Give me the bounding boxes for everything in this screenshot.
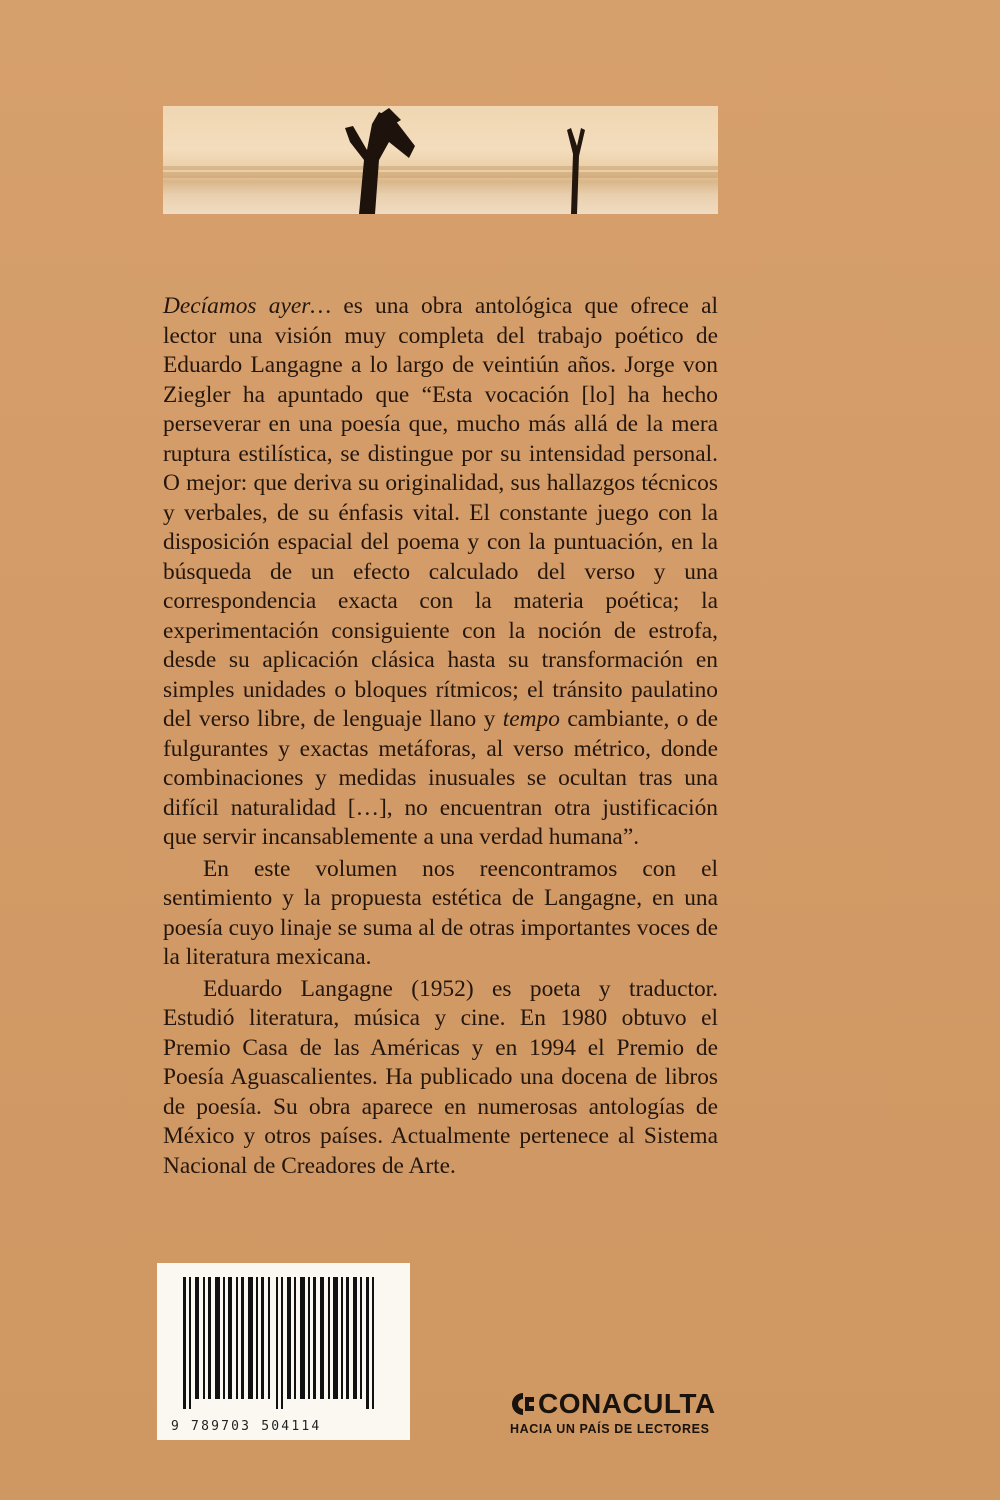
blurb-text: [163, 292, 718, 1181]
author-bio: Eduardo Langagne (1952) es poeta y traductor. Estudió literatura, música y cine. En 1980 obtuvo el Premio Casa de las Américas y en 1994 el Premio de Poesía Aguascalientes. Ha publicado una docena de libros de poesía. Su obra aparece en numerosas antologías de México y otros países. Actualmente pertenece al Sistema Nacional de Creadores de Arte.: [163, 975, 718, 1179]
blurb-paragraph-1: [163, 292, 718, 853]
blurb-paragraph-1-text: es una obra antológica que ofrece al lector una visión muy completa del trabajo poético de Eduardo Langagne a lo largo de veintiún años. Jorge von Ziegler ha apuntado que “Esta vocación [lo] ha hecho perseverar en una poesía que, mucho más allá de la mera ruptura estilística, se distingue por su intensidad personal. O mejor: que deriva su originalidad, sus hallazgos técnicos y verbales, de su énfasis vital. El constante juego con la disposición espacial del poema y con la puntuación, en la búsqueda de un efecto calculado del verso y una correspondencia exacta con la materia poética; la experimentación consiguiente con la noción de estrofa, desde su aplicación clásica hasta su transformación en simples unidades o bloques rítmicos; el tránsito paulatino del verso libre, de lenguaje llano y: [163, 293, 718, 732]
publisher-tagline: HACIA UN PAÍS DE LECTORES: [510, 1422, 710, 1436]
blurb-paragraph-1-end: cambiante, o de fulgurantes y exactas metáforas, al verso métrico, donde combinaciones y medidas inusuales se ocultan tras una difícil naturalidad […], no encuentran otra justificación que servir incansablemente a una verdad humana”.: [163, 706, 718, 850]
tempo-word: tempo: [502, 706, 560, 732]
isbn-barcode: [157, 1263, 410, 1440]
publisher-logo: [510, 1388, 810, 1436]
book-title: Decíamos ayer…: [163, 293, 332, 319]
blurb-paragraph-2: En este volumen nos reencontramos con el sentimiento y la propuesta estética de Langagne, en una poesía cuyo linaje se suma al de otras importantes voces de la literatura mexicana.: [163, 855, 718, 970]
cover-photo: [163, 106, 718, 214]
publisher-name: CONACULTA: [538, 1388, 716, 1419]
barcode-icon: [179, 1277, 389, 1409]
tree-branches-photo-icon: [163, 106, 718, 214]
conaculta-logo-icon: [510, 1391, 536, 1417]
isbn-digits: 9 789703 504114: [171, 1419, 322, 1434]
